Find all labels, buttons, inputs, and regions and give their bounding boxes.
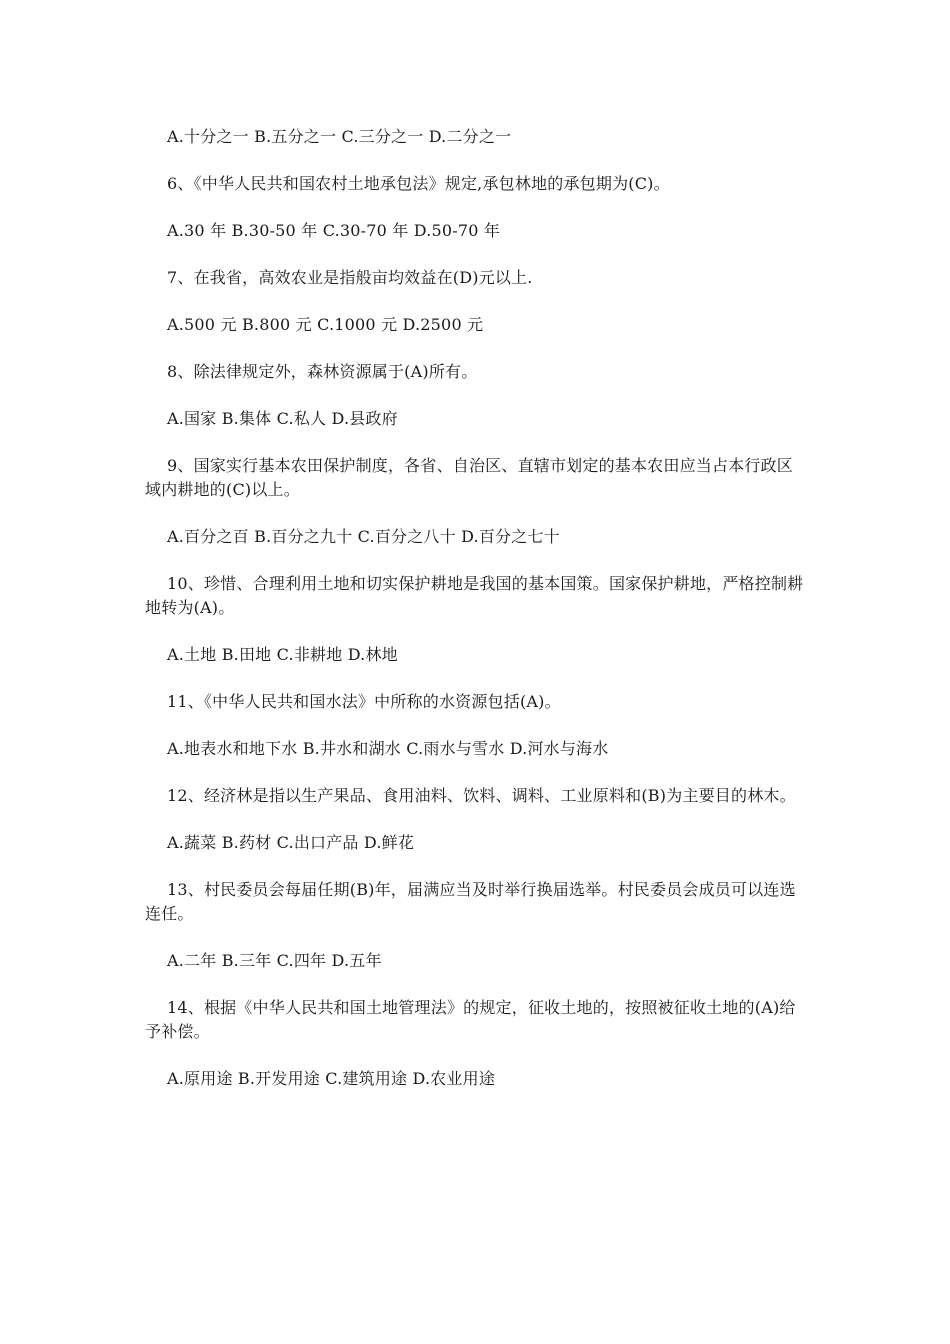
question-7: 7、在我省，高效农业是指般亩均效益在(D)元以上. (167, 268, 533, 287)
options-line: A.30 年 B.30-50 年 C.30-70 年 D.50-70 年 (167, 221, 501, 240)
question-12: 12、经济林是指以生产果品、食用油料、饮料、调料、工业原料和(B)为主要目的林木。 (167, 786, 796, 805)
options-line: A.500 元 B.800 元 C.1000 元 D.2500 元 (167, 315, 484, 334)
question-14: 14、根据《中华人民共和国土地管理法》的规定，征收土地的，按照被征收土地的(A)给予补偿。 (145, 998, 796, 1041)
question-11: 11、《中华人民共和国水法》中所称的水资源包括(A)。 (167, 692, 561, 711)
document-body (145, 125, 805, 1114)
options-line: A.十分之一 B.五分之一 C.三分之一 D.二分之一 (167, 127, 512, 146)
options-line: A.二年 B.三年 C.四年 D.五年 (167, 951, 382, 970)
options-line: A.百分之百 B.百分之九十 C.百分之八十 D.百分之七十 (167, 527, 560, 546)
question-6: 6、《中华人民共和国农村土地承包法》规定,承包林地的承包期为(C)。 (167, 174, 670, 193)
question-9: 9、国家实行基本农田保护制度，各省、自治区、直辖市划定的基本农田应当占本行政区域内耕地的(C)以上。 (145, 456, 793, 499)
question-13: 13、村民委员会每届任期(B)年，届满应当及时举行换届选举。村民委员会成员可以连选连任。 (145, 880, 796, 923)
options-line: A.地表水和地下水 B.井水和湖水 C.雨水与雪水 D.河水与海水 (167, 739, 609, 758)
question-8: 8、除法律规定外，森林资源属于(A)所有。 (167, 362, 478, 381)
options-line: A.蔬菜 B.药材 C.出口产品 D.鲜花 (167, 833, 415, 852)
options-line: A.原用途 B.开发用途 C.建筑用途 D.农业用途 (167, 1069, 496, 1088)
question-10: 10、珍惜、合理利用土地和切实保护耕地是我国的基本国策。国家保护耕地，严格控制耕地转为(A)。 (145, 574, 804, 617)
options-line: A.国家 B.集体 C.私人 D.县政府 (167, 409, 398, 428)
options-line: A.土地 B.田地 C.非耕地 D.林地 (167, 645, 398, 664)
